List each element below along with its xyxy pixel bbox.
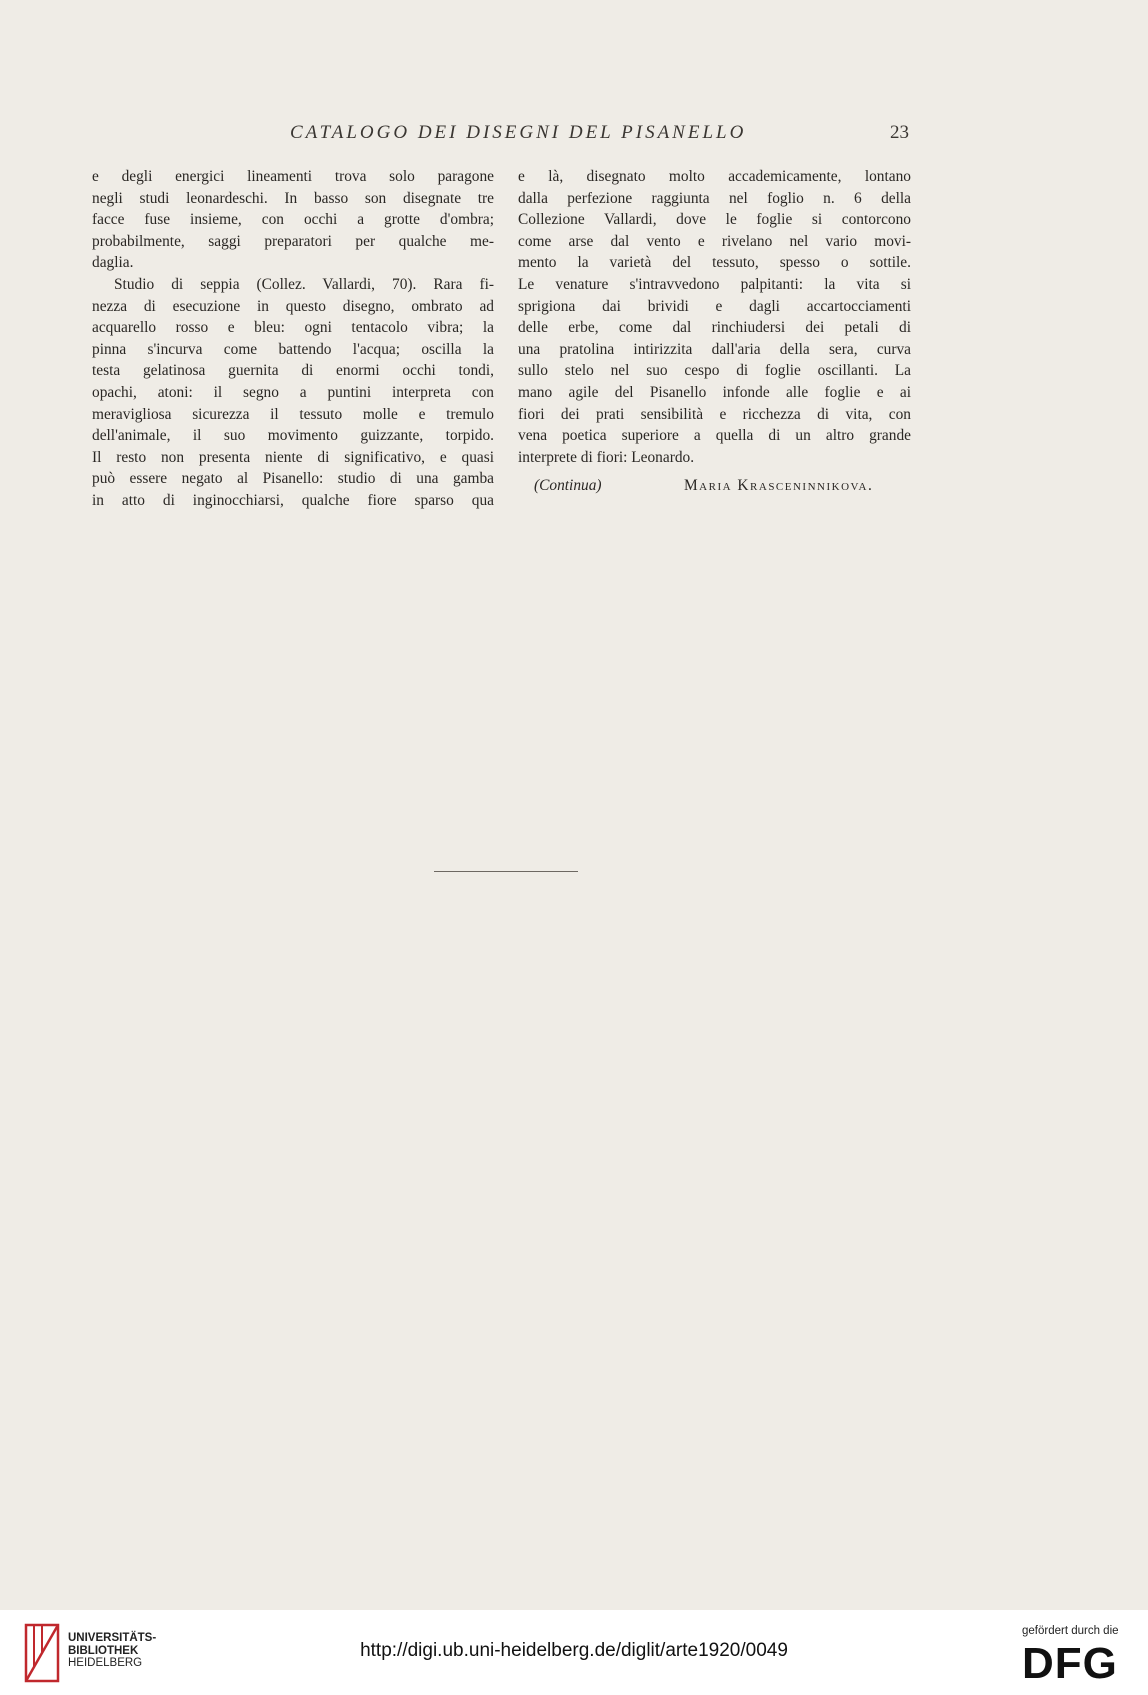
- page-number: 23: [890, 122, 909, 143]
- text-line: come arse dal vento e rivelano nel vario movi-: [518, 232, 911, 250]
- text-line: pinna s'incurva come battendo l'acqua; oscilla la: [92, 340, 494, 358]
- text-line: negli studi leonardeschi. In basso son disegnate tre: [92, 189, 494, 207]
- left-text-column: [92, 166, 494, 512]
- text-line: probabilmente, saggi preparatori per qualche me-: [92, 232, 494, 250]
- signature-line: [518, 475, 911, 499]
- text-line: interprete di fiori: Leonardo.: [518, 448, 695, 466]
- text-line: sprigiona dai brividi e dagli accartocciamenti: [518, 297, 911, 315]
- funding-label: gefördert durch die: [1022, 1625, 1119, 1637]
- text-line: delle erbe, come dal rinchiudersi dei petali di: [518, 319, 911, 337]
- text-line: può essere negato al Pisanello: studio di una gamba: [92, 470, 494, 488]
- text-line: Le venature s'intravvedono palpitanti: la vita si: [518, 275, 911, 293]
- text-line: e degli energici lineamenti trova solo paragone: [92, 168, 494, 185]
- text-line: e là, disegnato molto accademicamente, lontano: [518, 168, 911, 185]
- text-line: in atto di inginocchiarsi, qualche fiore sparso qua: [92, 491, 494, 509]
- digitization-footer: [0, 1610, 1148, 1695]
- permalink-url[interactable]: http://digi.ub.uni-heidelberg.de/diglit/arte1920/0049: [360, 1640, 788, 1661]
- text-line: una pratolina intirizzita dall'aria della sera, curva: [518, 340, 911, 358]
- continua-note: (Continua): [534, 477, 602, 495]
- text-line: mano agile del Pisanello infonde alle foglie e ai: [518, 383, 911, 401]
- text-line: Il resto non presenta niente di significativo, e quasi: [92, 448, 494, 466]
- text-line: dalla perfezione raggiunta nel foglio n. 6 della: [518, 189, 911, 207]
- text-line: testa gelatinosa guernita di enormi occhi tondi,: [92, 362, 494, 380]
- running-title: CATALOGO DEI DISEGNI DEL PISANELLO: [290, 122, 747, 143]
- library-name-line: BIBLIOTHEK: [68, 1644, 139, 1657]
- dfg-logo: DFG: [1022, 1639, 1118, 1688]
- right-text-column: [518, 166, 911, 499]
- running-head: [0, 122, 1148, 150]
- text-line: vena poetica superiore a quella di un altro grande: [518, 427, 911, 445]
- text-line: sullo stelo nel suo cespo di foglie oscillanti. La: [518, 362, 911, 380]
- text-line: fiori dei prati sensibilità e ricchezza di vita, con: [518, 405, 911, 423]
- library-name-line: HEIDELBERG: [68, 1657, 143, 1669]
- text-line: Collezione Vallardi, dove le foglie si contorcono: [518, 211, 911, 229]
- text-line: facce fuse insieme, con occhi a grotte d'ombra;: [92, 211, 494, 229]
- text-line: nezza di esecuzione in questo disegno, ombrato ad: [92, 297, 494, 315]
- text-line: meravigliosa sicurezza il tessuto molle e tremulo: [92, 405, 494, 423]
- library-name-line: UNIVERSITÄTS-: [68, 1632, 157, 1644]
- text-line: Studio di seppia (Collez. Vallardi, 70). Rara fi-: [114, 275, 494, 293]
- text-line: mento la varietà del tessuto, spesso o sottile.: [518, 254, 911, 272]
- text-line: dell'animale, il suo movimento guizzante, torpido.: [92, 427, 494, 445]
- end-rule: [434, 871, 578, 872]
- text-line: acquarello rosso e bleu: ogni tentacolo vibra; la: [92, 319, 494, 337]
- text-line: opachi, atoni: il segno a puntini interpreta con: [92, 383, 494, 401]
- text-line: daglia.: [92, 254, 134, 272]
- author-signature: Maria Krasceninnikova.: [684, 477, 874, 495]
